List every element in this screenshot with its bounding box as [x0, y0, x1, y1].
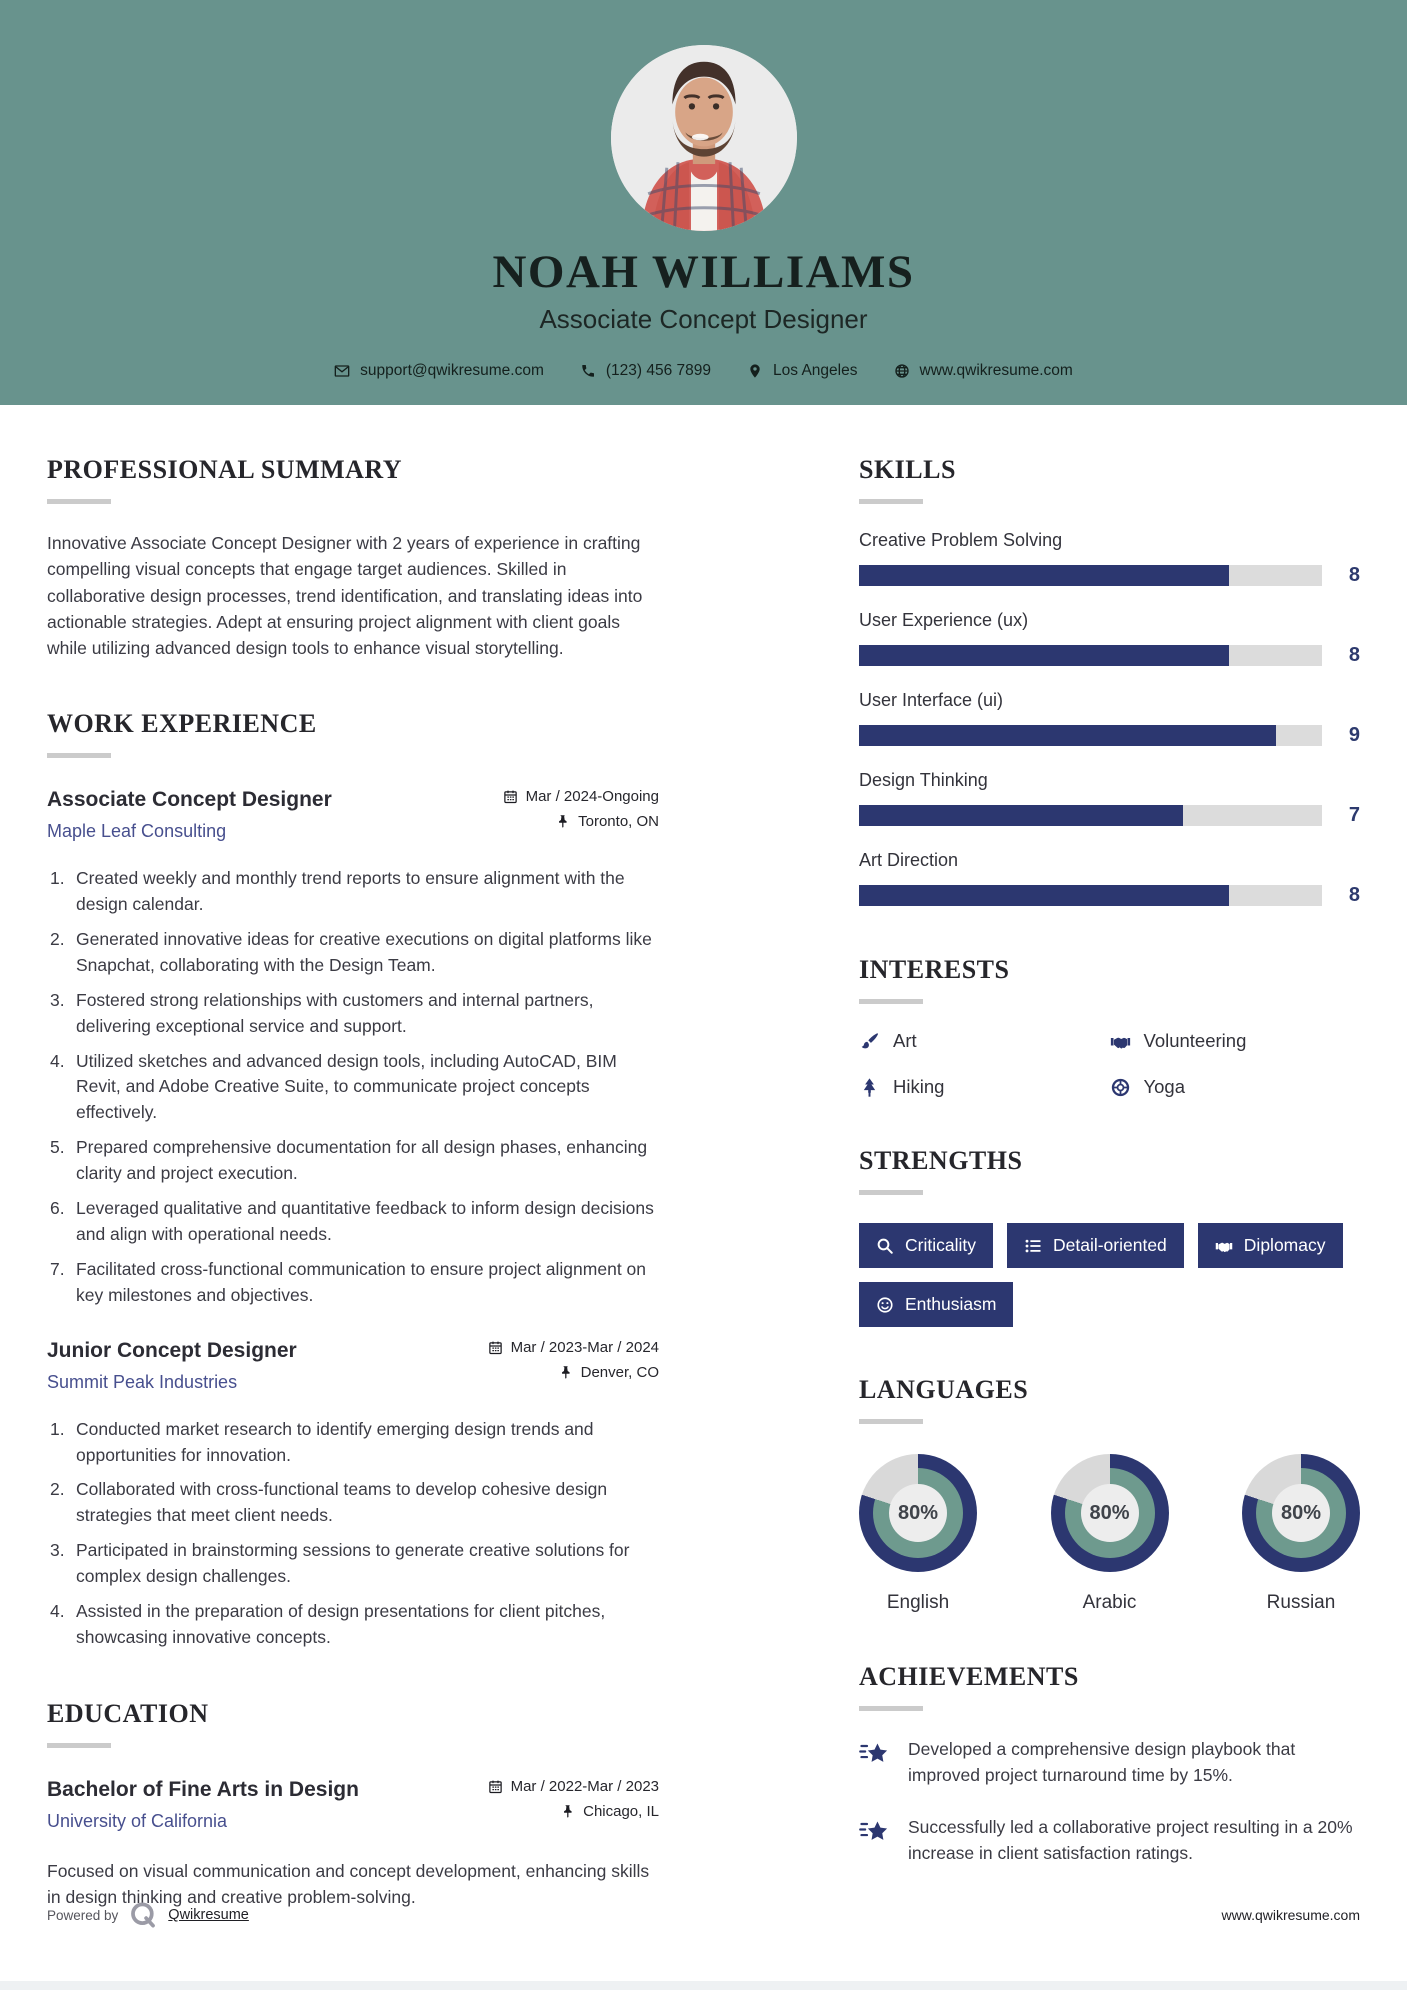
contact-text: (123) 456 7899	[605, 362, 712, 379]
calendar-icon	[503, 789, 518, 804]
calendar-icon	[488, 1340, 503, 1355]
job-bullet: Facilitated cross-functional communication to ensure project alignment on key milestones and objectives.	[76, 1258, 647, 1305]
education-entry	[47, 1778, 659, 1911]
education-heading: EDUCATION	[47, 1698, 209, 1728]
skill-bar-track	[859, 565, 1322, 586]
interest-item	[1110, 1076, 1361, 1098]
language-donut	[1051, 1454, 1169, 1572]
powered-by	[47, 1900, 249, 1930]
tree-icon	[859, 1077, 880, 1098]
contact-text: www.qwikresume.com	[919, 362, 1073, 379]
job-bullets	[47, 1417, 659, 1651]
skill-bar-fill	[859, 645, 1229, 666]
interest-label: Art	[893, 1030, 917, 1051]
job-list-container	[47, 788, 659, 1650]
job-dates: Mar / 2024-Ongoing	[525, 788, 659, 806]
contact-item	[580, 362, 711, 380]
skill-bar-track	[859, 645, 1322, 666]
school-name[interactable]: University of California	[47, 1810, 228, 1831]
language-label: Arabic	[1082, 1592, 1137, 1613]
shooting-star-icon	[859, 1817, 891, 1847]
heading-rule	[47, 1743, 111, 1748]
skill-value: 7	[1348, 804, 1360, 826]
job-entry	[47, 788, 659, 1308]
skill-bar-fill	[859, 885, 1229, 906]
phone-icon	[580, 363, 596, 379]
globe-icon	[894, 363, 910, 379]
skill-item	[859, 850, 1360, 907]
contact-text: Los Angeles	[773, 362, 858, 379]
person-name: NOAH WILLIAMS	[492, 246, 915, 298]
education-description: Focused on visual communication and concept development, enhancing skills in design thinking and creative problem-solving.	[47, 1860, 650, 1907]
strength-label: Criticality	[905, 1235, 976, 1255]
job-bullet: Created weekly and monthly trend reports to ensure alignment with the design calendar.	[76, 868, 625, 915]
language-item	[859, 1454, 977, 1614]
interest-item	[1110, 1030, 1361, 1052]
language-label: English	[886, 1592, 950, 1613]
pushpin-icon	[555, 814, 570, 829]
job-bullet: Prepared comprehensive documentation for all design phases, enhancing clarity and project execution.	[76, 1137, 648, 1184]
search-icon	[876, 1237, 894, 1255]
language-percent: 80%	[1280, 1501, 1322, 1524]
skill-label: User Interface (ui)	[859, 690, 1004, 710]
education-location: Chicago, IL	[583, 1802, 659, 1820]
skill-bar-fill	[859, 725, 1276, 746]
job-location: Denver, CO	[580, 1363, 659, 1381]
job-bullet: Collaborated with cross-functional teams to develop cohesive design strategies that meet client needs.	[76, 1479, 608, 1526]
heading-rule	[859, 999, 923, 1004]
right-column	[859, 455, 1360, 1958]
job-bullet: Fostered strong relationships with customers and internal partners, delivering exceptional service and support.	[76, 989, 594, 1036]
language-label: Russian	[1266, 1592, 1336, 1613]
languages-heading: LANGUAGES	[859, 1375, 1029, 1404]
handshake-icon	[1110, 1031, 1131, 1052]
location-icon	[747, 363, 763, 379]
experience-section	[47, 709, 659, 1650]
shooting-star-icon	[859, 1739, 891, 1769]
strength-label: Detail-oriented	[1052, 1235, 1167, 1255]
summary-section	[47, 455, 659, 661]
job-bullet: Utilized sketches and advanced design tools, including AutoCAD, BIM Revit, and Adobe Creative Suite, to communicate project concepts effectively.	[76, 1050, 617, 1123]
languages-section	[859, 1375, 1360, 1614]
skill-bar-fill	[859, 805, 1183, 826]
contact-text: support@qwikresume.com	[360, 362, 544, 379]
contact-item[interactable]	[334, 362, 544, 380]
achievement-item	[859, 1737, 1360, 1789]
envelope-icon	[334, 363, 350, 379]
contact-item	[747, 362, 857, 380]
language-donut	[1242, 1454, 1360, 1572]
language-percent: 80%	[897, 1501, 939, 1524]
summary-text: Innovative Associate Concept Designer with 2 years of experience in crafting compelling visual concepts that engage target audiences. Skilled in collaborative design processes, trend identification, and translating ideas into actionable strategies. Adept at ensuring project alignment with client goals while utilizing advanced design tools to enhance visual storytelling.	[47, 533, 643, 658]
skill-bar-track	[859, 885, 1322, 906]
skill-item	[859, 690, 1360, 747]
interest-label: Yoga	[1143, 1076, 1186, 1097]
interest-label: Hiking	[893, 1076, 945, 1097]
strengths-heading: STRENGTHS	[859, 1146, 1023, 1175]
strength-pill	[859, 1223, 993, 1268]
avatar	[611, 45, 797, 231]
calendar-icon	[488, 1779, 503, 1794]
contact-item[interactable]	[894, 362, 1073, 380]
skill-item	[859, 770, 1360, 827]
skill-value: 8	[1348, 564, 1360, 586]
job-company[interactable]: Maple Leaf Consulting	[47, 821, 227, 842]
language-item	[1051, 1454, 1169, 1614]
job-bullet: Assisted in the preparation of design presentations for client pitches, showcasing innovative concepts.	[76, 1600, 606, 1647]
skill-bar-track	[859, 805, 1322, 826]
strength-pill	[1198, 1223, 1343, 1268]
job-title: Junior Concept Designer	[47, 1338, 297, 1362]
left-column	[47, 455, 659, 1958]
achievement-text: Successfully led a collaborative project resulting in a 20% increase in client satisfaction ratings.	[908, 1816, 1353, 1863]
skill-item	[859, 530, 1360, 587]
interest-item	[859, 1030, 1110, 1052]
achievements-heading: ACHIEVEMENTS	[859, 1662, 1079, 1691]
skill-value: 9	[1348, 724, 1360, 746]
lifebuoy-icon	[1110, 1077, 1131, 1098]
skill-label: Design Thinking	[859, 770, 988, 790]
languages-row	[859, 1454, 1360, 1614]
job-entry	[47, 1339, 659, 1651]
skill-item	[859, 610, 1360, 667]
job-company[interactable]: Summit Peak Industries	[47, 1371, 238, 1392]
content	[0, 405, 1407, 1958]
strength-pill	[1007, 1223, 1184, 1268]
strength-pill	[859, 1282, 1013, 1327]
strengths-section	[859, 1146, 1360, 1327]
qwikresume-link[interactable]: Qwikresume	[168, 1907, 249, 1923]
job-bullets	[47, 866, 659, 1308]
paintbrush-icon	[859, 1031, 880, 1052]
education-section	[47, 1699, 659, 1911]
summary-heading: PROFESSIONAL SUMMARY	[47, 455, 403, 484]
qwikresume-logo-icon	[128, 1900, 158, 1930]
handshake-icon	[1215, 1237, 1233, 1255]
skills-heading: SKILLS	[859, 455, 956, 484]
interest-item	[859, 1076, 1110, 1098]
bottom-strip	[0, 1981, 1407, 1990]
interest-label: Volunteering	[1143, 1030, 1247, 1051]
job-dates: Mar / 2023-Mar / 2024	[510, 1338, 659, 1356]
job-bullet: Generated innovative ideas for creative executions on digital platforms like Snapchat, collaborating with the Design Team.	[76, 929, 652, 975]
strength-label: Enthusiasm	[905, 1294, 997, 1314]
language-percent: 80%	[1089, 1501, 1130, 1524]
heading-rule	[47, 499, 111, 504]
education-dates: Mar / 2022-Mar / 2023	[510, 1777, 659, 1795]
skill-value: 8	[1348, 644, 1360, 666]
heading-rule	[859, 1419, 923, 1424]
language-donut	[859, 1454, 977, 1572]
skill-label: Creative Problem Solving	[859, 530, 1063, 550]
interests-section	[859, 955, 1360, 1098]
achievement-item	[859, 1815, 1360, 1867]
person-title: Associate Concept Designer	[539, 304, 868, 334]
interests-heading: INTERESTS	[859, 955, 1010, 984]
heading-rule	[859, 1190, 923, 1195]
resume-header	[0, 0, 1407, 405]
footer-website: www.qwikresume.com	[1221, 1907, 1360, 1923]
heading-rule	[859, 1706, 923, 1711]
skill-label: Art Direction	[859, 850, 959, 870]
achievement-text: Developed a comprehensive design playbook that improved project turnaround time by 15%.	[908, 1739, 1296, 1785]
powered-by-label: Powered by	[47, 1907, 119, 1923]
skill-value: 8	[1348, 884, 1360, 906]
strength-label: Diplomacy	[1243, 1235, 1326, 1255]
skill-label: User Experience (ux)	[859, 610, 1029, 630]
pushpin-icon	[558, 1365, 573, 1380]
profile-photo	[611, 45, 797, 231]
skills-list	[859, 530, 1360, 907]
footer	[47, 1900, 1360, 1930]
job-bullet: Leveraged qualitative and quantitative feedback to inform design decisions and align with operational needs.	[76, 1198, 654, 1244]
pushpin-icon	[560, 1804, 575, 1819]
job-bullet: Participated in brainstorming sessions to generate creative solutions for complex design challenges.	[76, 1540, 630, 1587]
job-bullet: Conducted market research to identify emerging design trends and opportunities for innovation.	[76, 1418, 594, 1465]
degree-title: Bachelor of Fine Arts in Design	[47, 1777, 359, 1801]
heading-rule	[859, 499, 923, 504]
skills-section	[859, 455, 1360, 907]
skill-bar-fill	[859, 565, 1229, 586]
achievements-list	[859, 1737, 1360, 1867]
job-title: Associate Concept Designer	[47, 788, 332, 812]
language-item	[1242, 1454, 1360, 1614]
heading-rule	[47, 753, 111, 758]
contact-row	[334, 362, 1073, 380]
list-icon	[1024, 1237, 1042, 1255]
skill-bar-track	[859, 725, 1322, 746]
job-location: Toronto, ON	[578, 813, 659, 831]
achievements-section	[859, 1662, 1360, 1867]
strengths-pills	[859, 1223, 1360, 1327]
interests-grid	[859, 1030, 1360, 1098]
experience-heading: WORK EXPERIENCE	[47, 709, 317, 739]
smiley-icon	[876, 1296, 894, 1314]
